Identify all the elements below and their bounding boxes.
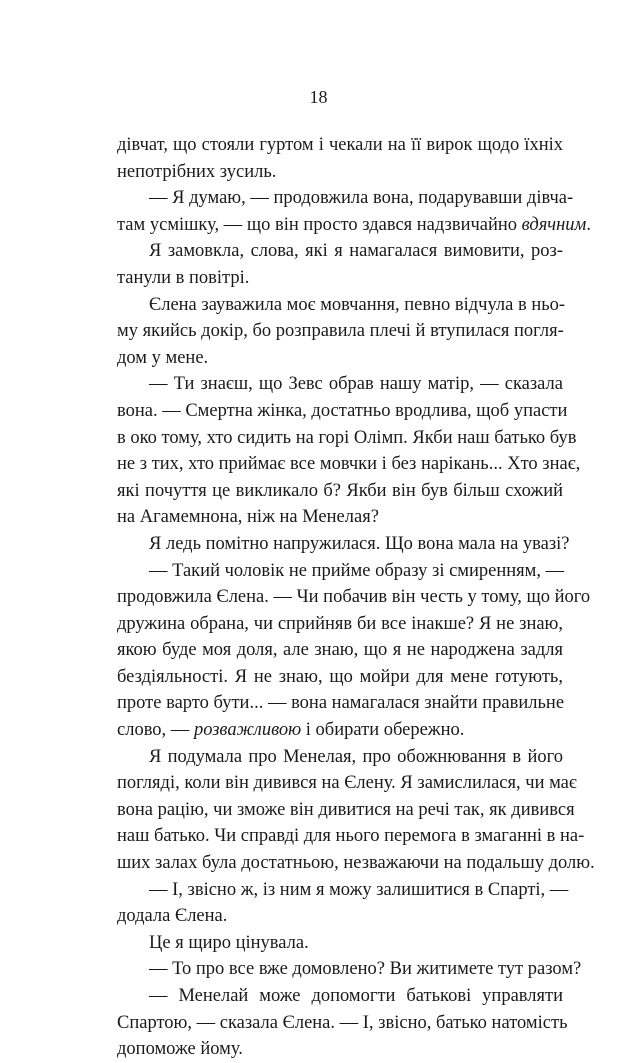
text-line: слово, — розважливою і обирати обережно. [117,720,465,741]
text-line: — І, звісно ж, із ним я можу залишитися в Спарті, — [149,879,569,900]
text-line: які почуття це викликало б? Якби він був більш схожий [117,480,563,501]
text-line: погляді, коли він дивився на Єлену. Я замислилася, чи має [117,773,577,794]
text-line: дружина обрана, чи сприйняв би все інакше? Я не знаю, [117,613,563,634]
text-line: додала Єлена. [117,906,228,927]
text-line: Це я щиро цінувала. [149,932,309,953]
text-line: танули в повітрі. [117,267,250,288]
text-line: продовжила Єлена. — Чи побачив він честь у тому, що його [117,587,591,608]
text-line: вона. — Смертна жінка, достатньо вродлива, щоб упасти [117,400,568,421]
text-line: дом у мене. [117,347,209,368]
text-line: Спартою, — сказала Єлена. — І, звісно, батько натомість [117,1012,568,1033]
text-line: якою буде моя доля, але знаю, що я не народжена задля [117,640,563,661]
text-line: наш батько. Чи справді для нього перемога в змаганні в на- [117,826,585,847]
emphasis: вдячним [521,214,587,235]
text-line: в око тому, хто сидить на горі Олімп. Якби наш батько був [117,427,577,448]
text-line: там усмішку, — що він просто здався надзвичайно вдячним. [117,214,591,235]
text-line: — Ти знаєш, що Зевс обрав нашу матір, — сказала [149,374,563,395]
text-line: — Менелай може допомогти батькові управляти [149,986,563,1006]
text-line: — То про все вже домовлено? Ви житимете тут разом? [149,959,582,980]
text-line: бездіяльності. Я не знаю, що мойри для мене готують, [117,666,563,687]
page-number: 18 [309,87,328,107]
text-line: — Такий чоловік не прийме образу зі смиренням, — [149,560,565,581]
text-line: му якийсь докір, бо розправила плечі й втупилася погля- [117,321,564,342]
text-line: проте варто бути... — вона намагалася знайти правильне [117,693,565,714]
text-line: Я подумала про Менелая, про обожнювання в його [149,746,563,767]
text-line: непотрібних зусиль. [117,161,277,182]
text-line: Єлена зауважила моє мовчання, певно відчула в ньо- [149,294,566,315]
text-line: Я ледь помітно напружилася. Що вона мала на увазі? [149,533,570,554]
text-line: — Я думаю, — продовжила вона, подарувавши дівча- [149,188,574,209]
text-line: допоможе йому. [117,1039,243,1060]
body-text [117,132,595,1063]
text-line: Я замовкла, слова, які я намагалася вимовити, роз- [149,241,563,262]
text-line: на Агамемнона, ніж на Менелая? [117,507,379,528]
emphasis: розважливою [193,720,302,741]
text-line: дівчат, що стояли гуртом і чекали на її вирок щодо їхніх [117,135,563,155]
text-line: ших залах була достатньою, незважаючи на подальшу долю. [117,853,595,874]
text-line: не з тих, хто приймає все мовчки і без нарікань... Хто знає, [117,454,581,475]
text-line: вона рацію, чи зможе він дивитися на речі так, як дивився [117,799,575,820]
